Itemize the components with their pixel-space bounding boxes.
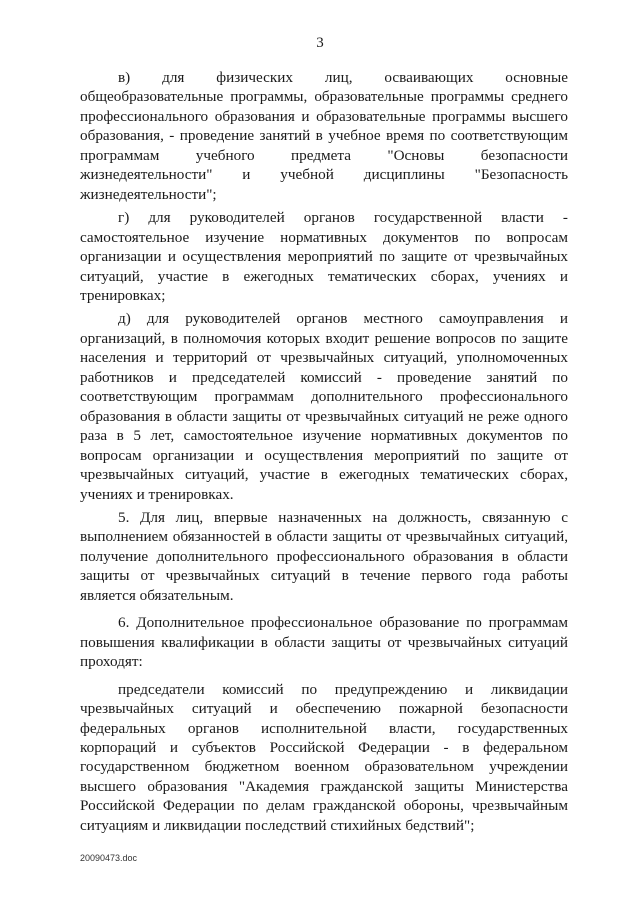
paragraph-commission-chairs: председатели комиссий по предупреждению и ликвидации чрезвычайных ситуаций и обеспечению пожарной безопасности федеральных органов исполнительной власти, государственных корпораций и субъектов Российской Федерации - в федеральном государственном бюджетном военном образовательном учреждении высшего образования "Академия гражданской защиты Министерства Российской Федерации по делам гражданской обороны, чрезвычайным ситуациям и ликвидации последствий стихийных бедствий"; xyxy=(80,680,568,834)
paragraph-item-d: д) для руководителей органов местного самоуправления и организаций, в полномочия которых входит решение вопросов по защите населения и территорий от чрезвычайных ситуаций, уполномоченных работников и председателей комиссий - проведение занятий по соответствующим программам дополнительного профессионального образования в области защиты от чрезвычайных ситуаций не реже одного раза в 5 лет, самостоятельное изучение нормативных документов по вопросам организации и осуществления мероприятий по защите от чрезвычайных ситуаций, участие в ежегодных тематических сборах, учениях и тренировках. xyxy=(80,310,568,503)
page-number: 3 xyxy=(316,35,324,51)
paragraph-item-g: г) для руководителей органов государственной власти - самостоятельное изучение нормативных документов по вопросам организации и осуществления мероприятий по защите от чрезвычайных ситуаций, участие в ежегодных тематических сборах, учениях и тренировках; xyxy=(80,209,568,304)
paragraph-clause-5: 5. Для лиц, впервые назначенных на должность, связанную с выполнением обязанностей в области защиты от чрезвычайных ситуаций, получение дополнительного профессионального образования в области защиты от чрезвычайных ситуаций в течение первого года работы является обязательным. xyxy=(80,508,568,604)
document-file-code: 20090473.doc xyxy=(80,853,138,863)
document-body xyxy=(80,68,568,835)
paragraph-item-v: в) для физических лиц, осваивающих основные общеобразовательные программы, образовательные программы среднего профессионального образования и образовательные программы высшего образования, - проведение занятий в учебное время по соответствующим программам учебного предмета "Основы безопасности жизнедеятельности" и учебной дисциплины "Безопасность жизнедеятельности"; xyxy=(80,69,568,203)
paragraph-clause-6: 6. Дополнительное профессиональное образование по программам повышения квалификации в области защиты от чрезвычайных ситуаций проходят: xyxy=(80,614,568,671)
